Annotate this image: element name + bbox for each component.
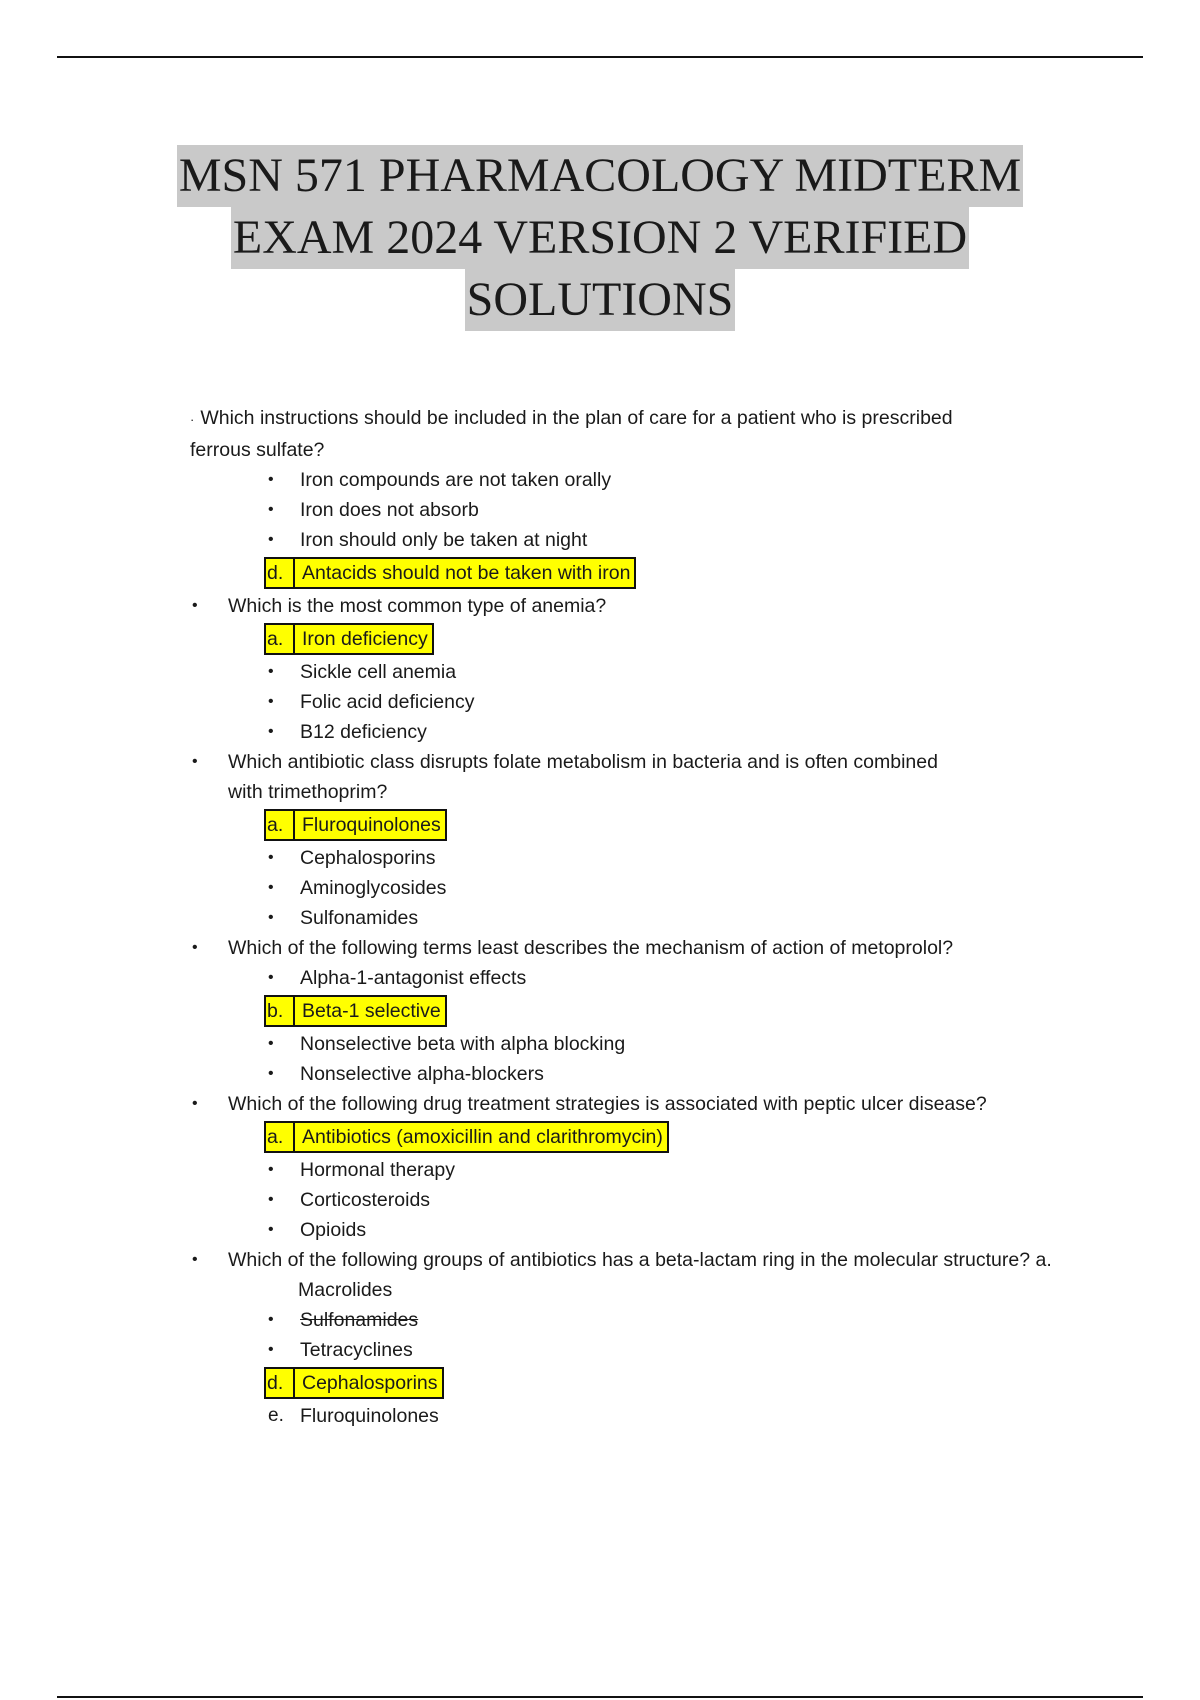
option <box>266 657 1120 687</box>
bullet-icon: • <box>268 1311 274 1328</box>
bullet-icon: • <box>268 501 274 518</box>
answer-highlight <box>264 557 636 589</box>
question-3-text-line-1: Which antibiotic class disrupts folate metabolism in bacteria and is often combined <box>228 751 938 773</box>
question-2 <box>190 591 1120 621</box>
bullet-icon: • <box>268 723 274 740</box>
bullet-icon: • <box>268 471 274 488</box>
option <box>266 1335 1120 1365</box>
answer-letter: a. <box>266 811 295 839</box>
struck-option-text: Sulfonamides <box>300 1309 419 1331</box>
answer-highlight <box>264 1121 669 1153</box>
bullet-icon: • <box>268 1341 274 1358</box>
question-6-options <box>190 1305 1120 1431</box>
question-2-text: Which is the most common type of anemia? <box>228 595 607 617</box>
answer-text: Iron deficiency <box>302 628 428 650</box>
bullet-icon: • <box>268 531 274 548</box>
option <box>266 1059 1120 1089</box>
bullet-icon: • <box>268 1035 274 1052</box>
question-3 <box>190 747 1120 807</box>
question-5-text: Which of the following drug treatment strategies is associated with peptic ulcer disease? <box>228 1093 987 1115</box>
answer-highlight <box>264 1367 444 1399</box>
bottom-rule <box>57 1696 1143 1698</box>
question-4 <box>190 933 1120 963</box>
answer-text: Beta-1 selective <box>302 1000 441 1022</box>
option <box>266 1215 1120 1245</box>
answer-text: Antacids should not be taken with iron <box>302 562 631 584</box>
option <box>266 525 1120 555</box>
bullet-icon: • <box>192 597 198 614</box>
bullet-icon: • <box>192 753 198 770</box>
answer-text: Cephalosporins <box>302 1372 438 1394</box>
option <box>266 1155 1120 1185</box>
option <box>266 687 1120 717</box>
option <box>266 465 1120 495</box>
option <box>266 495 1120 525</box>
correct-answer <box>266 1121 1120 1155</box>
correct-answer <box>266 809 1120 843</box>
question-5-options <box>190 1121 1120 1245</box>
bullet-icon: • <box>192 1251 198 1268</box>
option <box>266 903 1120 933</box>
answer-letter: a. <box>266 625 295 653</box>
bullet-icon: • <box>268 849 274 866</box>
bullet-icon: • <box>268 663 274 680</box>
option-text: Nonselective beta with alpha blocking <box>300 1033 626 1055</box>
option-text: Iron compounds are not taken orally <box>300 469 612 491</box>
title-line-1: MSN 571 PHARMACOLOGY MIDTERM <box>177 145 1023 207</box>
bullet-icon: • <box>192 939 198 956</box>
question-1 <box>190 403 1120 465</box>
bullet-icon: • <box>268 1221 274 1238</box>
question-3-text-line-2: with trimethoprim? <box>228 781 388 803</box>
option-text: Sickle cell anemia <box>300 661 457 683</box>
question-3-options <box>190 809 1120 933</box>
option <box>266 1185 1120 1215</box>
answer-letter: b. <box>266 997 295 1025</box>
option-text: Sulfonamides <box>300 907 419 929</box>
answer-highlight <box>264 995 447 1027</box>
bullet-icon: • <box>268 1161 274 1178</box>
correct-answer <box>266 623 1120 657</box>
bullet-icon: • <box>268 909 274 926</box>
bullet-icon: • <box>268 1065 274 1082</box>
answer-text: Fluroquinolones <box>302 814 441 836</box>
bullet-icon: • <box>268 1191 274 1208</box>
option-text: Corticosteroids <box>300 1189 431 1211</box>
question-6-continuation: Macrolides <box>298 1279 393 1301</box>
answer-highlight <box>264 809 447 841</box>
question-1-marker: · <box>190 412 195 427</box>
option <box>266 717 1120 747</box>
question-5 <box>190 1089 1120 1119</box>
question-1-text-line-2: ferrous sulfate? <box>190 439 325 461</box>
option-text: Nonselective alpha-blockers <box>300 1063 544 1085</box>
bullet-icon: • <box>268 969 274 986</box>
option-text: Hormonal therapy <box>300 1159 455 1181</box>
title-line-2: EXAM 2024 VERSION 2 VERIFIED <box>231 207 969 269</box>
option <box>266 873 1120 903</box>
option-text: Tetracyclines <box>300 1339 413 1361</box>
question-4-text: Which of the following terms least describes the mechanism of action of metoprolol? <box>228 937 954 959</box>
option-text: Iron does not absorb <box>300 499 479 521</box>
top-rule <box>57 56 1143 58</box>
option-text: Iron should only be taken at night <box>300 529 588 551</box>
bullet-icon: • <box>268 879 274 896</box>
answer-letter: a. <box>266 1123 295 1151</box>
option <box>266 963 1120 993</box>
bullet-icon: • <box>192 1095 198 1112</box>
document-title <box>0 145 1200 331</box>
bullet-icon: • <box>268 693 274 710</box>
option-text: Cephalosporins <box>300 847 436 869</box>
option-letter: e. <box>268 1405 284 1426</box>
option <box>266 1401 1120 1431</box>
question-list <box>190 403 1120 1431</box>
answer-text: Antibiotics (amoxicillin and clarithromycin) <box>302 1126 663 1148</box>
option <box>266 1305 1120 1335</box>
option-text: Aminoglycosides <box>300 877 447 899</box>
option <box>266 843 1120 873</box>
correct-answer <box>266 995 1120 1029</box>
correct-answer <box>266 1367 1120 1401</box>
option-text: Fluroquinolones <box>300 1405 439 1427</box>
option-text: B12 deficiency <box>300 721 427 743</box>
question-1-options <box>190 465 1120 591</box>
answer-letter: d. <box>266 559 295 587</box>
question-6-text: Which of the following groups of antibiotics has a beta-lactam ring in the molecular structure? a. <box>228 1249 1052 1271</box>
option <box>266 1029 1120 1059</box>
question-1-text-line-1: Which instructions should be included in the plan of care for a patient who is prescribed <box>200 407 953 429</box>
correct-answer <box>266 557 1120 591</box>
title-line-3: SOLUTIONS <box>465 269 736 331</box>
question-6 <box>190 1245 1120 1275</box>
option-text: Folic acid deficiency <box>300 691 475 713</box>
answer-highlight <box>264 623 434 655</box>
question-4-options <box>190 963 1120 1089</box>
answer-letter: d. <box>266 1369 295 1397</box>
question-2-options <box>190 623 1120 747</box>
option-text: Alpha-1-antagonist effects <box>300 967 527 989</box>
option-text: Opioids <box>300 1219 367 1241</box>
